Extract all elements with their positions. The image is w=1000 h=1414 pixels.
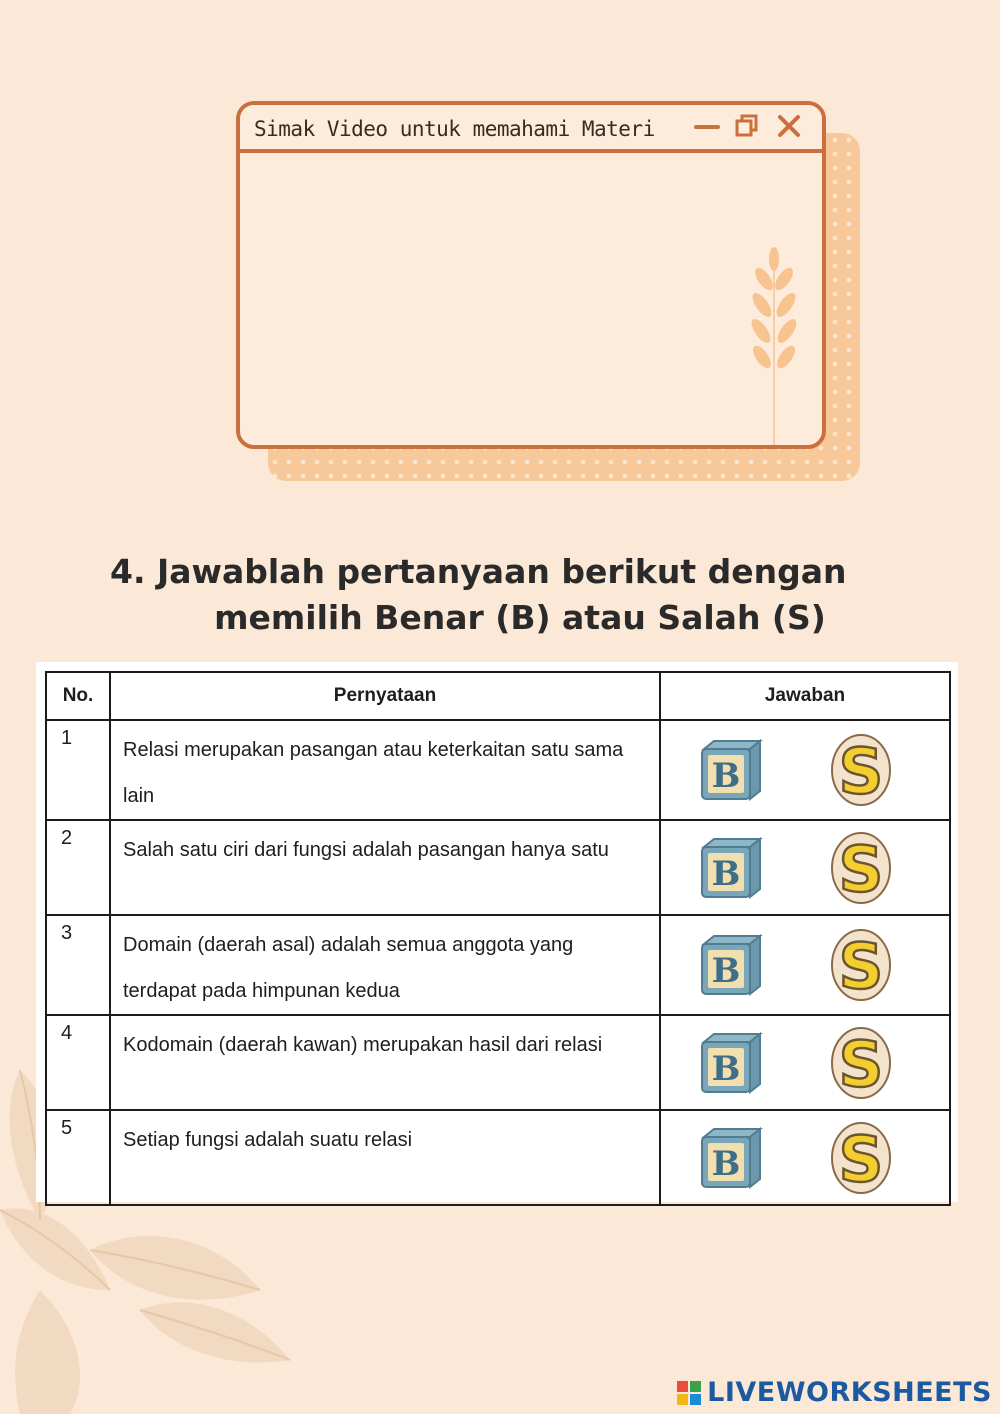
letter-s-badge-icon	[830, 831, 892, 905]
table-row	[46, 820, 950, 915]
answer-b-button[interactable]	[698, 739, 764, 801]
row-number: 3	[46, 915, 110, 1015]
letter-s-badge-icon	[830, 928, 892, 1002]
letter-b-block-icon	[698, 1032, 764, 1094]
row-number: 4	[46, 1015, 110, 1110]
block-letter: B	[711, 1048, 741, 1089]
answer-b-button[interactable]	[698, 837, 764, 899]
letter-b-block-icon	[698, 1127, 764, 1189]
answer-s-button[interactable]	[830, 1026, 892, 1100]
letter-s-badge-icon	[830, 733, 892, 807]
row-answer-cell	[660, 1015, 950, 1110]
answer-options	[662, 1121, 948, 1195]
table-row	[46, 915, 950, 1015]
table-row	[46, 1015, 950, 1110]
block-letter: B	[711, 1143, 741, 1184]
badge-letter: S	[838, 832, 884, 905]
table-row	[46, 1110, 950, 1205]
answer-options	[662, 733, 948, 807]
answer-b-button[interactable]	[698, 934, 764, 996]
answer-options	[662, 831, 948, 905]
answer-s-button[interactable]	[830, 1121, 892, 1195]
badge-letter: S	[838, 1027, 884, 1100]
row-statement: Domain (daerah asal) adalah semua anggota yang terdapat pada himpunan kedua	[110, 915, 660, 1015]
row-statement: Kodomain (daerah kawan) merupakan hasil dari relasi	[110, 1015, 660, 1110]
answer-s-button[interactable]	[830, 928, 892, 1002]
letter-s-badge-icon	[830, 1121, 892, 1195]
question-line-1: 4. Jawablah pertanyaan berikut dengan	[110, 552, 847, 591]
block-letter: B	[711, 951, 741, 991]
row-answer-cell	[660, 1110, 950, 1205]
video-window-titlebar	[240, 105, 822, 153]
row-number: 1	[46, 720, 110, 820]
badge-letter: S	[838, 930, 884, 1002]
brand-text: LIVEWORKSHEETS	[707, 1377, 992, 1408]
minimize-icon[interactable]	[692, 111, 722, 141]
answer-table	[45, 671, 951, 1206]
header-answer: Jawaban	[660, 672, 950, 720]
restore-icon[interactable]	[732, 111, 762, 141]
answer-s-button[interactable]	[830, 733, 892, 807]
video-window-title: Simak Video untuk memahami Materi	[254, 117, 655, 141]
answer-table-container	[36, 662, 958, 1202]
row-number: 5	[46, 1110, 110, 1205]
row-answer-cell	[660, 820, 950, 915]
badge-letter: S	[838, 735, 884, 807]
header-no: No.	[46, 672, 110, 720]
video-area[interactable]	[240, 153, 822, 445]
letter-b-block-icon	[698, 837, 764, 899]
badge-letter: S	[838, 1122, 884, 1195]
close-icon[interactable]	[774, 111, 804, 141]
video-window	[236, 101, 826, 449]
row-statement: Setiap fungsi adalah suatu relasi	[110, 1110, 660, 1205]
answer-b-button[interactable]	[698, 1032, 764, 1094]
letter-b-block-icon	[698, 934, 764, 996]
liveworksheets-logo	[677, 1377, 992, 1408]
header-statement: Pernyataan	[110, 672, 660, 720]
row-number: 2	[46, 820, 110, 915]
row-answer-cell	[660, 720, 950, 820]
row-answer-cell	[660, 915, 950, 1015]
answer-options	[662, 928, 948, 1002]
block-letter: B	[711, 756, 741, 796]
answer-s-button[interactable]	[830, 831, 892, 905]
row-statement: Relasi merupakan pasangan atau keterkaitan satu sama lain	[110, 720, 660, 820]
table-header-row	[46, 672, 950, 720]
answer-b-button[interactable]	[698, 1127, 764, 1189]
row-statement: Salah satu ciri dari fungsi adalah pasangan hanya satu	[110, 820, 660, 915]
answer-options	[662, 1026, 948, 1100]
brand-logo-icon	[677, 1381, 701, 1405]
letter-s-badge-icon	[830, 1026, 892, 1100]
table-row	[46, 720, 950, 820]
block-letter: B	[711, 853, 741, 894]
letter-b-block-icon	[698, 739, 764, 801]
wheat-icon	[744, 245, 804, 445]
question-line-2: memilih Benar (B) atau Salah (S)	[214, 598, 826, 637]
